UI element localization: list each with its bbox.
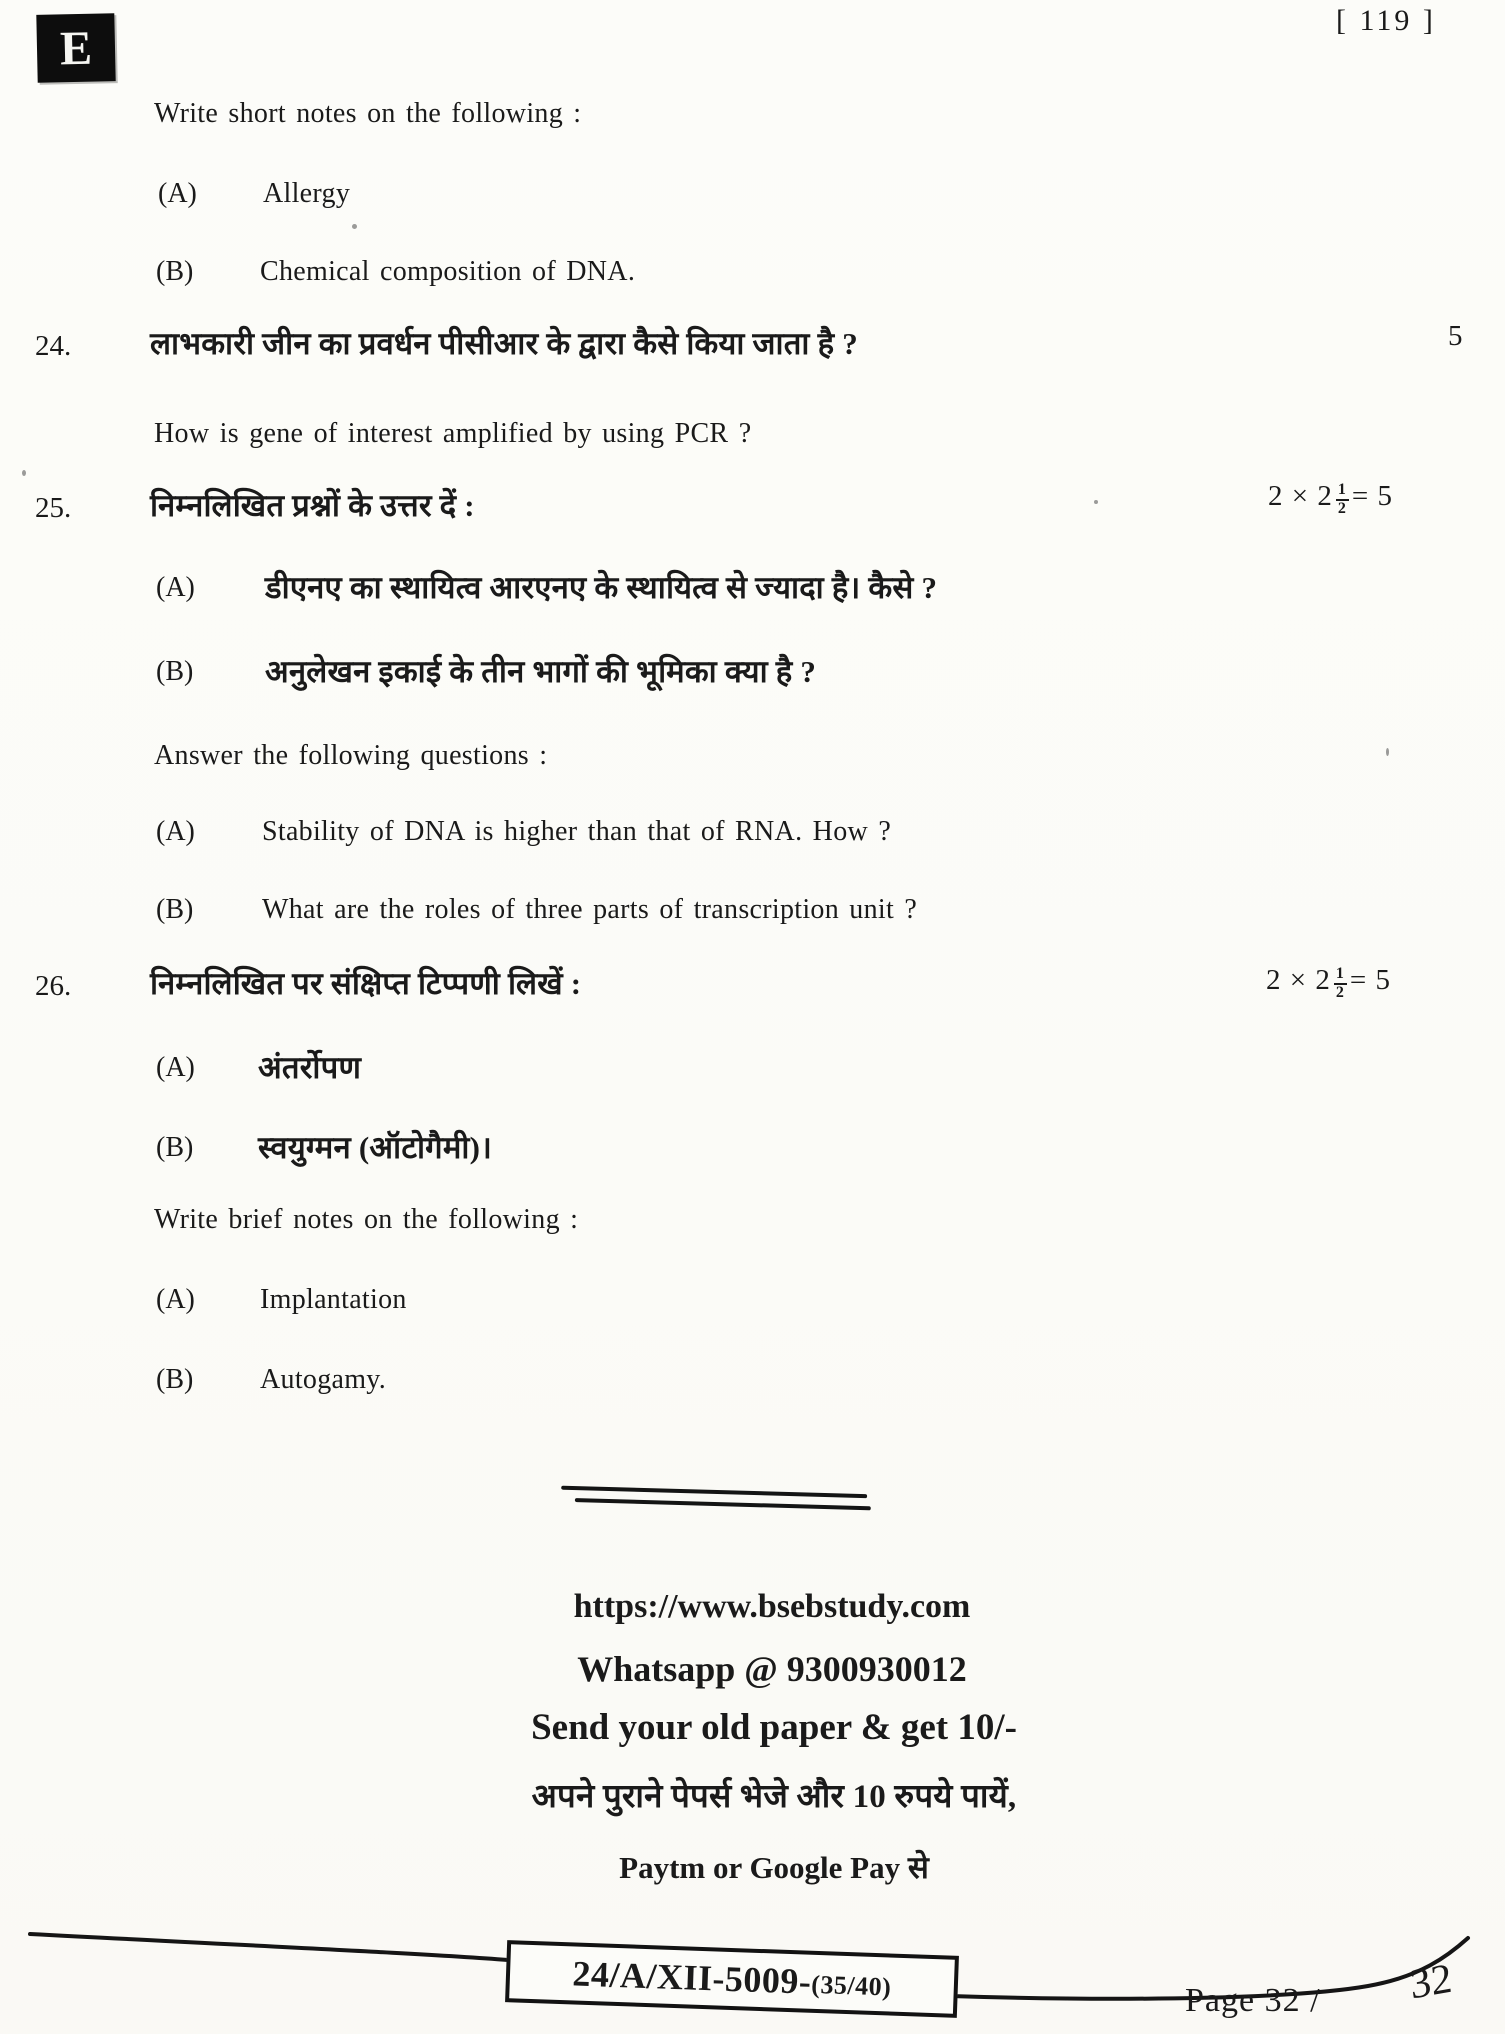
question-heading-hindi: निम्नलिखित प्रश्नों के उत्तर दें : — [150, 488, 475, 523]
item-label: (A) — [156, 1284, 195, 1315]
marks-right: = 5 — [1349, 964, 1391, 996]
intro-heading: Write short notes on the following : — [154, 98, 582, 129]
question-number: 26. — [35, 970, 72, 1002]
item-text-hindi: अनुलेखन इकाई के तीन भागों की भूमिका क्या है ? — [265, 654, 817, 689]
item-text-english: Autogamy. — [260, 1364, 387, 1395]
item-label: (A) — [156, 816, 195, 847]
question-heading-english: Write brief notes on the following : — [154, 1204, 579, 1235]
page-number-handwritten: 32 — [1407, 1955, 1455, 2009]
item-label: (B) — [156, 894, 194, 925]
item-text-english: Implantation — [260, 1284, 407, 1315]
question-number: 24. — [35, 330, 72, 362]
item-text-hindi: स्वयुग्मन (ऑटोगैमी)। — [258, 1130, 493, 1165]
promo-offer: Send your old paper & get 10/- — [531, 1707, 1017, 1748]
item-text: Allergy — [263, 178, 351, 209]
marks-left: 2 × 2 — [1266, 964, 1331, 996]
marks-right: = 5 — [1351, 480, 1393, 512]
marks-fraction: $\frac{1}{2}$ — [1337, 481, 1347, 517]
item-text-english: Stability of DNA is higher than that of RNA. How ? — [262, 816, 892, 847]
item-label: (A) — [156, 572, 195, 603]
item-label: (A) — [156, 1052, 195, 1083]
booklet-code-suffix: (35/40) — [810, 1969, 892, 2002]
item-text: Chemical composition of DNA. — [260, 256, 636, 287]
question-number: 25. — [35, 492, 72, 524]
item-label: (B) — [156, 656, 194, 687]
scan-noise — [22, 470, 26, 476]
scan-noise — [1386, 748, 1389, 756]
item-text-hindi: अंतर्रोपण — [258, 1050, 362, 1085]
marks-fraction: $\frac{1}{2}$ — [1335, 965, 1345, 1001]
question-heading-english: Answer the following questions : — [154, 740, 548, 771]
question-heading-hindi: निम्नलिखित पर संक्षिप्त टिप्पणी लिखें : — [150, 966, 582, 1001]
question-text-english: How is gene of interest amplified by using PCR ? — [154, 418, 752, 449]
marks-value: 5 — [1448, 320, 1464, 352]
item-label: (B) — [156, 1364, 194, 1395]
item-text-hindi: डीएनए का स्थायित्व आरएनए के स्थायित्व से ज्यादा है। कैसे ? — [265, 570, 938, 605]
item-label: (B) — [156, 1132, 194, 1163]
promo-offer-hindi: अपने पुराने पेपर्स भेजे और 10 रुपये पायें, — [531, 1779, 1017, 1815]
item-text-english: What are the roles of three parts of transcription unit ? — [262, 894, 918, 925]
scan-noise — [352, 224, 357, 229]
booklet-code: 24/A/XII-5009- — [571, 1953, 813, 2002]
page-label: Page 32 / — [1185, 1982, 1321, 2019]
marks-left: 2 × 2 — [1268, 480, 1333, 512]
promo-website: https://www.bsebstudy.com — [573, 1588, 971, 1625]
scan-noise — [1094, 500, 1098, 504]
question-text-hindi: लाभकारी जीन का प्रवर्धन पीसीआर के द्वारा कैसे किया जाता है ? — [150, 326, 858, 361]
set-code-badge: E — [36, 13, 115, 83]
promo-whatsapp: Whatsapp @ 9300930012 — [577, 1649, 967, 1689]
item-label: (A) — [158, 178, 197, 209]
item-label: (B) — [156, 256, 194, 287]
page-number-bracket: [ 119 ] — [1336, 4, 1436, 37]
promo-payment: Paytm or Google Pay से — [619, 1850, 929, 1885]
